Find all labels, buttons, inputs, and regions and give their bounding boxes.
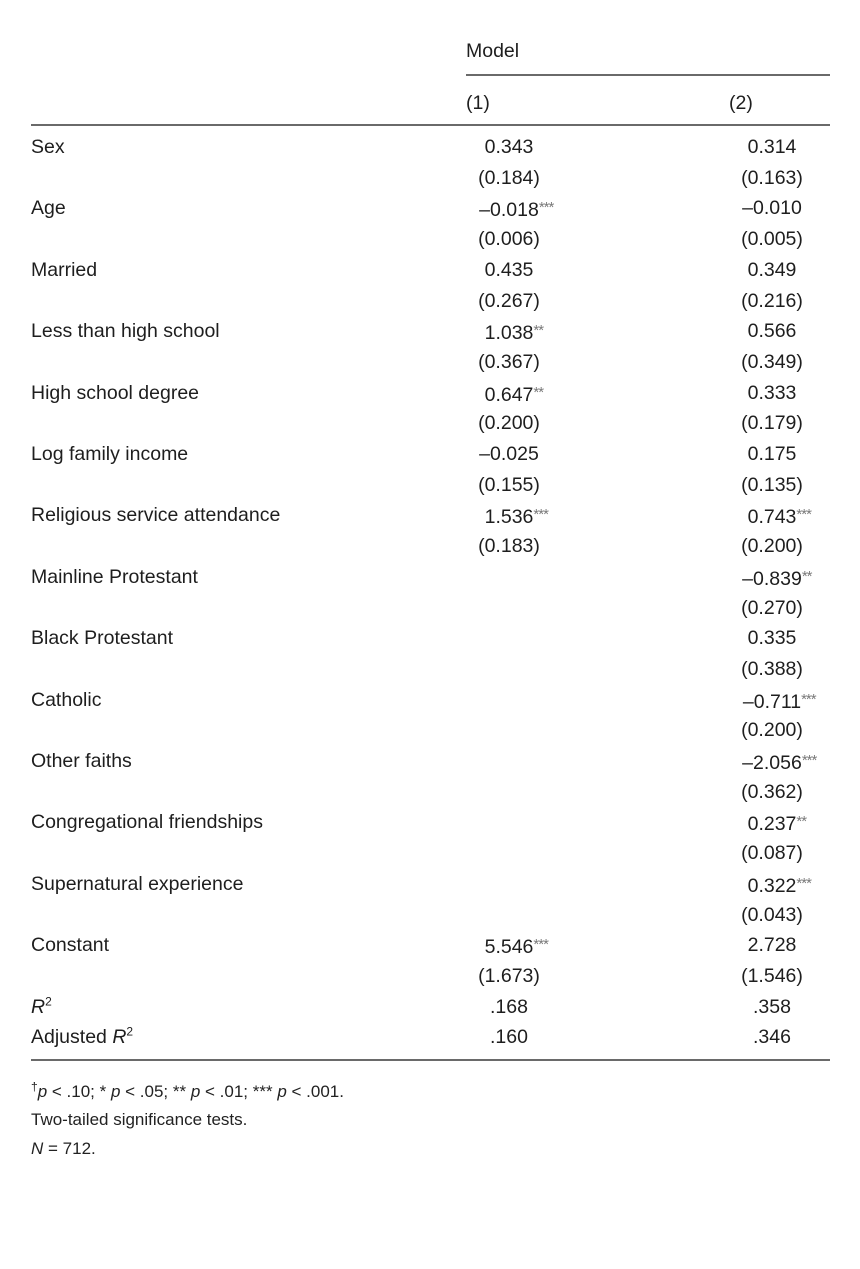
model2-se <box>741 411 803 435</box>
model1-coef <box>485 381 544 407</box>
significance-note-part: < .001. <box>286 1082 344 1101</box>
fit-label-prefix: Adjusted <box>31 1026 113 1049</box>
model1-coef <box>485 503 548 529</box>
model2-coef <box>748 135 797 159</box>
model1-se <box>478 289 540 313</box>
model2-se <box>741 166 803 190</box>
header-model-label: Model <box>466 40 520 62</box>
model2-se-value: (0.349) <box>741 350 803 373</box>
model2-coef-significance-stars: *** <box>801 752 817 769</box>
model2-coef-value: –0.839 <box>742 567 802 590</box>
model2-se-value: (0.135) <box>741 473 803 496</box>
model1-coef-significance-stars: *** <box>533 506 548 524</box>
row-label: Married <box>31 258 98 281</box>
significance-note-part: p <box>186 1082 201 1101</box>
model2-coef-value: 0.175 <box>747 443 797 465</box>
model2-coef-significance-stars: *** <box>801 690 816 708</box>
significance-note-part: *** <box>252 1082 273 1101</box>
model1-coef <box>485 258 534 282</box>
model2-coef-value: –0.711 <box>742 690 802 713</box>
model1-coef-significance-stars: *** <box>538 199 554 217</box>
model2-coef-value: 0.349 <box>747 258 797 281</box>
model2-coef-significance-stars: ** <box>801 567 812 585</box>
model1-se <box>478 473 540 497</box>
model2-se <box>741 473 803 497</box>
row-label: Black Protestant <box>31 627 173 650</box>
table-bottom-rule <box>31 1059 830 1061</box>
model1-coef <box>485 319 544 345</box>
model2-coef-significance-stars: *** <box>796 874 811 892</box>
header-col2-label: (2) <box>729 92 753 114</box>
model2-coef <box>748 503 811 529</box>
row-label: Sex <box>31 136 65 158</box>
fit-label <box>31 1025 133 1049</box>
model2-coef <box>748 381 797 405</box>
header-bottom-rule <box>31 124 830 126</box>
fit-label-superscript: 2 <box>126 1024 134 1039</box>
significance-note-part: p <box>106 1082 121 1101</box>
model2-coef <box>743 688 816 714</box>
fit-label-symbol: R <box>112 1026 127 1049</box>
row-label: Less than high school <box>31 320 220 343</box>
model2-se-value: (1.546) <box>741 964 803 987</box>
model1-coef-value: 1.536 <box>484 506 534 529</box>
model1-coef <box>479 196 553 222</box>
model1-coef <box>485 933 548 959</box>
row-label: Constant <box>31 934 110 957</box>
row-label: Log family income <box>31 443 189 465</box>
model2-coef-value: 0.237 <box>747 813 797 836</box>
sample-size-value: = 712. <box>43 1139 96 1158</box>
model1-se-value: (1.673) <box>478 964 540 987</box>
row-label: Supernatural experience <box>31 872 244 895</box>
model1-se <box>478 227 540 251</box>
model2-se-value: (0.087) <box>741 842 803 865</box>
row-label: Congregational friendships <box>31 811 263 834</box>
model1-coef-value: 1.038 <box>484 322 534 345</box>
model2-se-value: (0.362) <box>741 780 803 803</box>
model1-coef-significance-stars: *** <box>533 936 548 954</box>
model2-coef-value: 0.333 <box>747 381 797 404</box>
model2-se-value: (0.200) <box>741 535 803 558</box>
model2-coef-significance-stars: ** <box>796 813 807 831</box>
header-model-rule <box>466 74 830 76</box>
model1-fit <box>490 1025 528 1049</box>
model2-coef <box>742 565 811 591</box>
model1-coef-value: –0.018 <box>479 199 539 222</box>
model1-se <box>478 534 540 558</box>
model1-se-value: (0.183) <box>478 535 540 558</box>
model1-coef-value: 0.343 <box>484 136 534 158</box>
model2-coef <box>748 810 807 836</box>
model2-se-value: (0.043) <box>741 903 803 926</box>
model1-se-value: (0.267) <box>478 289 540 312</box>
significance-note <box>31 1081 344 1103</box>
model1-se-value: (0.367) <box>478 350 540 373</box>
model1-se <box>478 350 540 374</box>
model1-se-value: (0.200) <box>478 412 540 435</box>
model2-se <box>741 657 803 681</box>
significance-note-part: † <box>31 1079 38 1094</box>
model2-se <box>741 534 803 558</box>
model2-se <box>741 903 803 927</box>
model2-se-value: (0.270) <box>741 596 803 619</box>
model2-coef-value: 0.314 <box>747 136 797 158</box>
tests-note: Two-tailed significance tests. <box>31 1110 248 1129</box>
row-label: High school degree <box>31 381 200 404</box>
model2-se-value: (0.388) <box>741 657 803 680</box>
model1-coef-significance-stars: ** <box>533 383 544 401</box>
significance-note-part: ** <box>172 1082 187 1101</box>
model2-coef <box>748 319 797 343</box>
model1-coef <box>485 135 534 159</box>
model1-coef-value: 5.546 <box>484 936 534 959</box>
model2-coef-value: –0.010 <box>742 197 802 220</box>
fit-label-symbol: R <box>31 995 46 1018</box>
model1-coef <box>479 442 539 466</box>
model2-coef <box>742 196 802 220</box>
model1-se-value: (0.184) <box>478 166 540 189</box>
model1-coef-significance-stars: ** <box>533 322 544 340</box>
model2-se <box>741 596 803 620</box>
model2-fit <box>753 995 791 1019</box>
row-label: Other faiths <box>31 750 132 772</box>
row-label: Catholic <box>31 688 102 711</box>
row-label: Age <box>31 197 66 220</box>
model2-se <box>741 350 803 374</box>
model2-coef-value: 2.728 <box>747 934 797 957</box>
fit-label-superscript: 2 <box>45 994 52 1009</box>
model2-coef <box>748 258 797 282</box>
significance-note-part: p <box>272 1082 287 1101</box>
model2-coef-value: 0.743 <box>747 506 797 529</box>
model1-fit-value: .160 <box>490 1026 528 1049</box>
model2-se <box>741 718 803 742</box>
model2-coef-value: 0.335 <box>747 627 797 650</box>
row-label: Religious service attendance <box>31 504 281 527</box>
model1-se <box>478 411 540 435</box>
model2-se <box>741 964 803 988</box>
model2-coef-significance-stars: *** <box>796 506 811 524</box>
model2-fit-value: .346 <box>753 1026 791 1049</box>
model1-coef-value: –0.025 <box>479 443 539 465</box>
model2-coef <box>748 626 797 650</box>
model2-se <box>741 289 803 313</box>
model2-se-value: (0.179) <box>741 412 803 435</box>
model2-se <box>741 841 803 865</box>
fit-label <box>31 995 52 1019</box>
model2-coef <box>742 749 816 775</box>
model1-fit <box>490 995 528 1019</box>
model1-se-value: (0.155) <box>478 473 540 496</box>
model2-se-value: (0.005) <box>741 228 803 251</box>
model2-se <box>741 780 803 804</box>
sample-size-symbol: N <box>31 1139 44 1158</box>
sample-size-note <box>31 1138 96 1160</box>
model2-coef <box>748 442 797 466</box>
model1-se-value: (0.006) <box>478 228 540 251</box>
significance-note-part: < .01; <box>200 1082 253 1101</box>
model2-se-value: (0.216) <box>741 289 803 312</box>
model2-coef-value: 0.322 <box>747 874 797 897</box>
significance-note-part: * <box>99 1082 107 1101</box>
model2-coef <box>748 872 811 898</box>
model1-coef-value: 0.647 <box>484 383 534 406</box>
model1-se <box>478 166 540 190</box>
significance-note-part: < .10; <box>47 1082 100 1101</box>
header-col1-label: (1) <box>466 92 490 114</box>
model2-fit-value: .358 <box>753 995 791 1018</box>
model2-se-value: (0.200) <box>741 719 803 742</box>
model1-coef-value: 0.435 <box>484 258 534 281</box>
model2-coef <box>748 933 797 957</box>
model1-fit-value: .168 <box>490 995 528 1018</box>
model2-se <box>741 227 803 251</box>
row-label: Mainline Protestant <box>31 565 198 588</box>
model2-se-value: (0.163) <box>741 166 803 189</box>
model1-se <box>478 964 540 988</box>
significance-note-part: < .05; <box>120 1082 173 1101</box>
significance-note-part: p <box>37 1082 48 1101</box>
model2-fit <box>753 1025 791 1049</box>
model2-coef-value: 0.566 <box>747 320 797 343</box>
model2-coef-value: –2.056 <box>742 752 802 774</box>
